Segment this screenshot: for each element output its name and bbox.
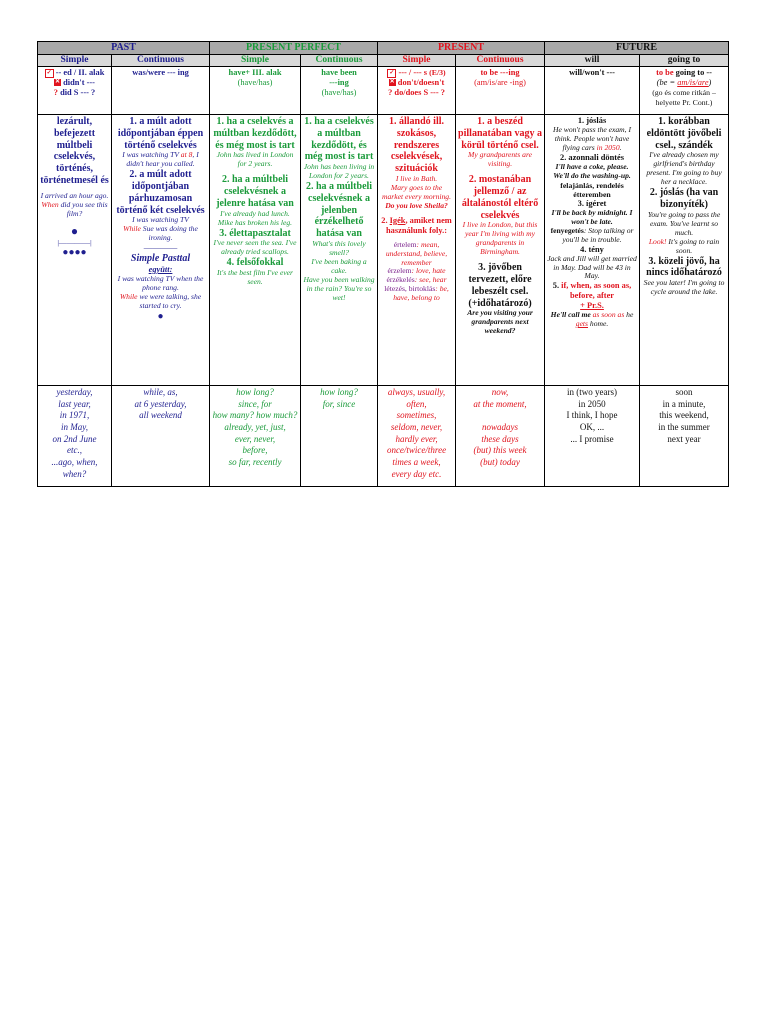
cross-icon: ✕ (54, 79, 61, 86)
rule-text: 4. felsőfokkal (226, 257, 284, 269)
example-text: I'll have a coke, please. We'll do the washing-up. (553, 161, 631, 180)
time-expression: how long? (320, 387, 358, 397)
dot-icon: ● (70, 223, 79, 238)
dot-icon: ● (157, 310, 164, 322)
time-expression: times a week, (392, 457, 441, 468)
rule-text: lezárult, befejezett múltbeli cselekvés, történés, történetmesél és (40, 116, 109, 186)
example-text: I arrived an hour ago. (40, 190, 109, 200)
form-text: don't/doesn't (397, 77, 445, 87)
form-text: to be ---ing (480, 68, 520, 77)
time-expression (458, 410, 542, 422)
form-text: (be = (656, 77, 678, 87)
example-text: I was watching TV at 8, I didn't hear you called. (122, 150, 199, 169)
time-expression: yesterday, (56, 387, 93, 397)
header-future: FUTURE (545, 42, 729, 55)
form-text: going to -- (675, 68, 712, 77)
rule-text: 2. jóslás (ha van bizonyíték) (649, 187, 719, 210)
time-expression: seldom, never, (390, 422, 443, 433)
time-expression: this weekend, (659, 410, 709, 421)
time-expression-row (38, 386, 729, 487)
time-expression: I think, I hope (566, 410, 618, 421)
use-going-to (640, 115, 729, 386)
time-expression: in (two years) (567, 387, 617, 397)
question-icon: ? (53, 87, 58, 97)
example-text: Mike has broken his leg. (217, 217, 293, 227)
use-present-simple (378, 115, 456, 386)
form-text: -- ed / II. alak (55, 68, 105, 77)
example-text: See you later! I'm going to cycle around the lake. (643, 278, 725, 297)
sub-will: will (545, 54, 640, 66)
form-will: will/won't --- (545, 67, 640, 115)
words-pp-continuous (301, 386, 378, 487)
rule-text: 1. a múlt adott időpontjában éppen történő cselekvés (117, 116, 204, 151)
time-expression: since, for (238, 398, 272, 409)
sub-pp-simple: Simple (210, 54, 301, 66)
form-going-to (640, 67, 729, 115)
example-text: I live in London, but this year I'm living with my grandparents in Birmingham. (462, 220, 538, 257)
example-text: Mary goes to the market every morning. (382, 182, 451, 201)
example-text: John has been living in London for 2 years. (303, 162, 375, 181)
example-text: I was watching TV While Sue was doing the ironing. (123, 215, 198, 243)
time-expression: in the summer (658, 422, 710, 433)
words-past-simple (38, 386, 112, 487)
time-expression: in May, (61, 422, 88, 433)
rule-text: 1. állandó ill. szokásos, rendszeres cselekvések, szituációk (389, 116, 445, 175)
time-expression: in 1971, (59, 410, 90, 421)
header-present: PRESENT (378, 42, 545, 55)
form-text: did S --- ? (60, 87, 96, 97)
time-expression: at 6 yesterday, (134, 398, 187, 409)
rule-text: 5. if, when, as soon as, before, after + Pr.S. (552, 281, 632, 311)
time-expression: once/twice/three (386, 445, 447, 456)
sub-present-simple: Simple (378, 54, 456, 66)
time-expression: next year (667, 433, 701, 444)
form-text: (have/has) (321, 87, 357, 97)
rule-text: 3. ígéret (577, 198, 607, 208)
rule-text: 1. korábban eldöntött jövőbeli csel., szándék (646, 116, 722, 151)
rule-text: 3. jövőben tervezett, előre lebeszélt csel. (+időhatározó) (468, 262, 532, 309)
example-text: He won't pass the exam, I think. People won't have flying cars in 2050. (553, 124, 631, 152)
time-expression: last year, (58, 398, 91, 409)
example-text: I was watching TV when the phone rang. (117, 273, 204, 292)
aspect-header-row (38, 54, 729, 66)
timeline-icon: |————| (57, 237, 92, 247)
sub-present-continuous: Continuous (456, 54, 545, 66)
time-expression: while, as, (143, 387, 178, 397)
rule-text: Simple Pasttal (130, 253, 191, 265)
time-expression: every day etc. (391, 468, 442, 479)
use-present-continuous (456, 115, 545, 386)
time-expression: on 2nd June (52, 433, 97, 444)
example-text: You're going to pass the exam. You've learnt so much. (647, 209, 721, 237)
form-text: (E/3) (429, 68, 446, 77)
form-text: (have/has) (237, 77, 273, 87)
use-past-simple (38, 115, 112, 386)
verb-group: létezés, birtoklás: be, have, belong to (384, 284, 449, 303)
words-pp-simple (210, 386, 301, 487)
time-expression: ... I promise (570, 433, 614, 444)
time-expression: ...ago, when, (51, 457, 98, 468)
dots-icon: ●●●● (62, 246, 87, 258)
time-expression: etc., (67, 445, 82, 456)
time-expression: nowadays (482, 422, 519, 433)
rule-text: 2. Igék, amiket nem használunk foly.: (381, 215, 452, 235)
example-text: I've never seen the sea. I've already tried scallops. (213, 238, 297, 257)
example-text: He'll call me as soon as he gets home. (550, 310, 634, 329)
time-expression: often, (406, 398, 427, 409)
tense-table (37, 41, 729, 487)
time-expression: OK, ... (579, 422, 605, 433)
sub-going-to: going to (640, 54, 729, 66)
rule-text: 3. közeli jövő, ha nincs időhatározó (646, 255, 722, 279)
form-text: have been (321, 68, 357, 77)
rule-text: 1. jóslás (577, 116, 607, 125)
sub-past-continuous: Continuous (112, 54, 210, 66)
form-present-continuous (456, 67, 545, 115)
time-expression: ever, never, (234, 433, 276, 444)
header-past: PAST (38, 42, 210, 55)
time-expression: (but) this week (473, 445, 527, 456)
example-text: John has lived in London for 2 years. (216, 150, 294, 169)
form-text: have+ III. alak (228, 68, 282, 77)
form-text: --- / --- s (398, 68, 428, 77)
form-text: ---ing (329, 77, 349, 87)
form-text: do/does S --- ? (394, 87, 445, 97)
rule-text: 2. ha a múltbeli cselekvésnek a jelenben érzékelhető hatása van (305, 181, 373, 240)
example-text: I live in Bath. (395, 173, 438, 183)
time-expression: in 2050 (578, 398, 606, 409)
verb-group: érzékelés: see, hear (386, 275, 447, 285)
check-icon: ✓ (389, 69, 395, 76)
sub-pp-continuous: Continuous (301, 54, 378, 66)
rule-text: 2. a múlt adott időpontjában párhuzamosan történő két cselekvés (116, 169, 205, 216)
example-text: I've been baking a cake. (311, 256, 367, 275)
rule-text: együtt: (148, 265, 173, 275)
time-expression: how many? how much? (212, 410, 298, 421)
use-past-continuous (112, 115, 210, 386)
rule-text: 1. ha a cselekvés a múltban kezdődött, és még most is tart (304, 116, 374, 163)
example-text: I'll be back by midnight. I won't be late. (551, 207, 633, 226)
example-text: When did you see this film? (41, 199, 108, 218)
words-will (545, 386, 640, 487)
use-pp-continuous (301, 115, 378, 386)
example-text: While we were talking, she started to cry. (119, 291, 202, 310)
cross-icon: ✕ (389, 79, 395, 86)
rule-text: 1. a beszéd pillanatában vagy a körül történő csel. (458, 116, 542, 151)
rule-text: felajánlás, rendelés étteremben (560, 180, 624, 199)
rule-text: 2. ha a múltbeli cselekvésnek a jelenre hatása van (216, 174, 294, 209)
example-text: Look! It's going to rain soon. (648, 236, 720, 255)
form-past-continuous: was/were --- ing (112, 67, 210, 115)
rule-text: 1. ha a cselekvés a múltban kezdődött, és még most is tart (213, 116, 297, 151)
form-row (38, 67, 729, 115)
question-icon: ? (388, 87, 393, 97)
form-pp-simple (210, 67, 301, 115)
rule-text: 2. azonnali döntés (560, 152, 625, 162)
time-expression: so far, recently (228, 457, 282, 468)
check-icon: ✓ (46, 69, 52, 76)
example-text: Are you visiting your grandparents next weekend? (467, 308, 533, 336)
example-text: What's this lovely smell? (312, 239, 366, 258)
time-expression: (but) today (480, 457, 520, 468)
time-expression: at the moment, (473, 398, 527, 409)
form-pp-continuous (301, 67, 378, 115)
words-present-continuous (456, 386, 545, 487)
time-expression: these days (481, 433, 519, 444)
time-expression: hardly ever, (395, 433, 438, 444)
time-expression: before, (242, 445, 268, 456)
time-expression: all weekend (139, 410, 182, 421)
rule-text: 2. mostanában jellemző / az általánostól eltérő cselekvés (461, 174, 539, 221)
example-text: Have you been walking in the rain? You're so wet! (303, 274, 375, 302)
rule-text: 4. tény (580, 244, 604, 254)
rule-text: 3. élettapasztalat (219, 227, 291, 239)
form-text: to be (656, 68, 674, 77)
sub-past-simple: Simple (38, 54, 112, 66)
header-present-perfect: PRESENT PERFECT (210, 42, 378, 55)
example-text: Jack and Jill will get married in May. Dad will be 43 in May. (547, 253, 637, 281)
form-past-simple (38, 67, 112, 115)
words-past-continuous (112, 386, 210, 487)
form-text: (am/is/are -ing) (474, 77, 526, 87)
form-text: ) (708, 77, 712, 87)
example-text: I've already had lunch. (220, 208, 290, 218)
time-expression: sometimes, (396, 410, 437, 421)
time-expression: soon (675, 387, 693, 397)
form-text: didn't --- (63, 77, 95, 87)
time-expression: in a minute, (662, 398, 706, 409)
verb-group: érzelem: love, hate (387, 266, 446, 276)
form-text: am/is/are (677, 77, 709, 87)
time-expression: when? (62, 468, 87, 479)
use-pp-simple (210, 115, 301, 386)
time-expression: how long? (236, 387, 274, 397)
use-will (545, 115, 640, 386)
time-expression: for, since (322, 398, 356, 409)
form-text: (go és come ritkán – helyette Pr. Cont.) (652, 87, 716, 107)
tense-header-row (38, 42, 729, 55)
example-text: It's the best film I've ever seen. (217, 268, 294, 287)
time-expression: always, usually, (387, 387, 446, 397)
example-text: Do you love Sheila? (385, 200, 448, 210)
example-text: My grandparents are visiting. (468, 150, 532, 169)
verb-group: értelem: mean, understand, believe, remember (385, 239, 448, 267)
example-text: I've already chosen my girlfriend's birthday present. I'm going to buy her a necklace. (646, 150, 722, 187)
timeline-line: ———— (143, 243, 178, 253)
usage-row (38, 115, 729, 386)
words-going-to (640, 386, 729, 487)
words-present-simple (378, 386, 456, 487)
time-expression: now, (491, 387, 509, 397)
time-expression: already, yet, just, (224, 422, 286, 433)
form-present-simple (378, 67, 456, 115)
example-text: fenyegetés: Stop talking or you'll be in trouble. (550, 225, 634, 244)
